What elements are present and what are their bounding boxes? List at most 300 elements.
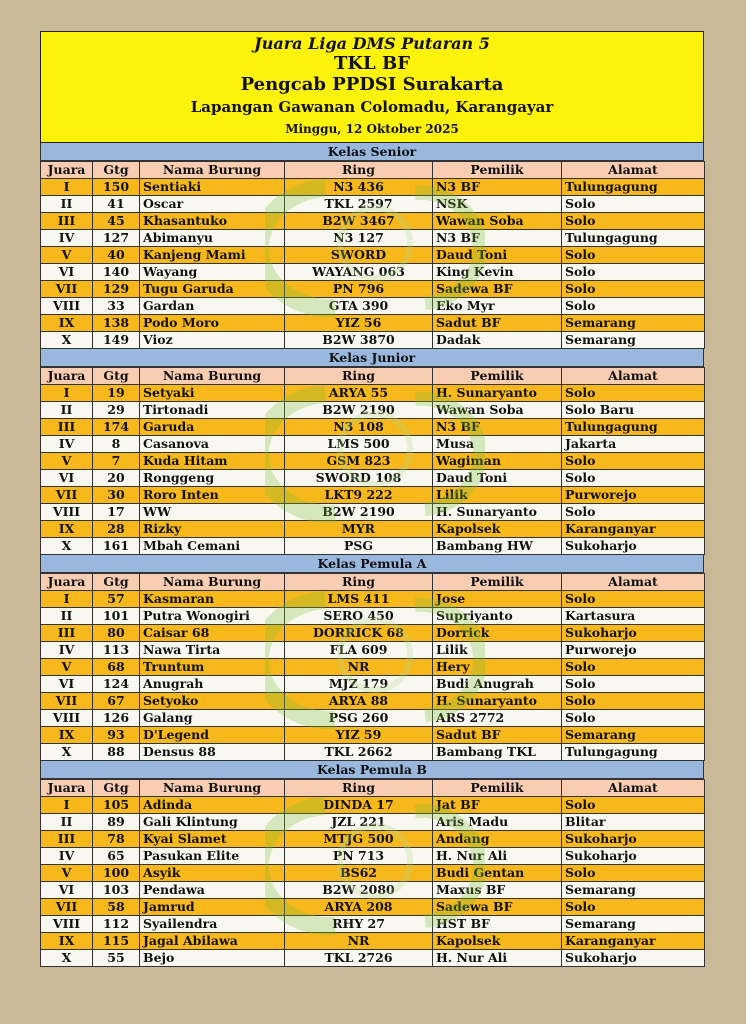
results-table <box>40 161 705 349</box>
cell-nama-burung: Syailendra <box>140 916 285 933</box>
cell-juara: I <box>41 385 93 402</box>
table-row <box>41 247 705 264</box>
cell-gtg: 174 <box>93 419 140 436</box>
column-header-alamat: Alamat <box>562 162 705 179</box>
table-row <box>41 848 705 865</box>
cell-ring: N3 127 <box>285 230 433 247</box>
cell-nama-burung: Oscar <box>140 196 285 213</box>
table-row <box>41 315 705 332</box>
cell-pemilik: Wawan Soba <box>433 213 562 230</box>
cell-gtg: 17 <box>93 504 140 521</box>
cell-pemilik: Sadewa BF <box>433 281 562 298</box>
table-row <box>41 591 705 608</box>
cell-ring: LMS 411 <box>285 591 433 608</box>
cell-pemilik: H. Nur Ali <box>433 950 562 967</box>
cell-nama-burung: Gardan <box>140 298 285 315</box>
cell-juara: VI <box>41 264 93 281</box>
cell-alamat: Tulungagung <box>562 179 705 196</box>
column-header-nama-burung: Nama Burung <box>140 162 285 179</box>
cell-pemilik: Hery <box>433 659 562 676</box>
cell-ring: ARYA 55 <box>285 385 433 402</box>
table-row <box>41 298 705 315</box>
cell-nama-burung: Setyoko <box>140 693 285 710</box>
cell-juara: VII <box>41 899 93 916</box>
column-header-pemilik: Pemilik <box>433 162 562 179</box>
column-header-alamat: Alamat <box>562 368 705 385</box>
cell-nama-burung: Jamrud <box>140 899 285 916</box>
cell-juara: VII <box>41 487 93 504</box>
table-row <box>41 179 705 196</box>
cell-alamat: Tulungagung <box>562 744 705 761</box>
venue: Lapangan Gawanan Colomadu, Karangayar <box>190 98 554 116</box>
cell-pemilik: H. Sunaryanto <box>433 385 562 402</box>
cell-nama-burung: Kyai Slamet <box>140 831 285 848</box>
cell-juara: VII <box>41 693 93 710</box>
cell-pemilik: Maxus BF <box>433 882 562 899</box>
cell-pemilik: HST BF <box>433 916 562 933</box>
cell-gtg: 93 <box>93 727 140 744</box>
cell-juara: V <box>41 453 93 470</box>
cell-alamat: Sukoharjo <box>562 950 705 967</box>
cell-gtg: 126 <box>93 710 140 727</box>
event-date: Minggu, 12 Oktober 2025 <box>285 122 459 136</box>
cell-alamat: Solo <box>562 693 705 710</box>
cell-gtg: 8 <box>93 436 140 453</box>
column-header-pemilik: Pemilik <box>433 574 562 591</box>
cell-pemilik: Sadut BF <box>433 727 562 744</box>
cell-gtg: 129 <box>93 281 140 298</box>
cell-nama-burung: Bejo <box>140 950 285 967</box>
column-header-gtg: Gtg <box>93 162 140 179</box>
cell-gtg: 138 <box>93 315 140 332</box>
cell-pemilik: Wawan Soba <box>433 402 562 419</box>
cell-juara: II <box>41 402 93 419</box>
cell-gtg: 67 <box>93 693 140 710</box>
cell-pemilik: H. Sunaryanto <box>433 693 562 710</box>
table-row <box>41 727 705 744</box>
section-kelas-pemula-b <box>40 761 704 967</box>
cell-nama-burung: Galang <box>140 710 285 727</box>
cell-alamat: Sukoharjo <box>562 538 705 555</box>
cell-ring: WAYANG 063 <box>285 264 433 281</box>
cell-juara: VI <box>41 470 93 487</box>
cell-juara: I <box>41 591 93 608</box>
cell-pemilik: Budi Anugrah <box>433 676 562 693</box>
cell-juara: III <box>41 831 93 848</box>
cell-alamat: Solo <box>562 247 705 264</box>
cell-alamat: Solo <box>562 470 705 487</box>
cell-juara: VI <box>41 882 93 899</box>
cell-ring: TKL 2726 <box>285 950 433 967</box>
results-table <box>40 573 705 761</box>
results-table <box>40 367 705 555</box>
cell-nama-burung: Densus 88 <box>140 744 285 761</box>
cell-pemilik: Daud Toni <box>433 470 562 487</box>
column-header-nama-burung: Nama Burung <box>140 574 285 591</box>
cell-juara: VIII <box>41 504 93 521</box>
table-row <box>41 710 705 727</box>
cell-gtg: 20 <box>93 470 140 487</box>
column-header-pemilik: Pemilik <box>433 368 562 385</box>
cell-alamat: Solo <box>562 710 705 727</box>
table-row <box>41 865 705 882</box>
cell-pemilik: N3 BF <box>433 419 562 436</box>
table-header-row <box>41 574 705 591</box>
column-header-ring: Ring <box>285 162 433 179</box>
cell-alamat: Sukoharjo <box>562 625 705 642</box>
table-row <box>41 916 705 933</box>
cell-ring: PSG 260 <box>285 710 433 727</box>
table-row <box>41 744 705 761</box>
cell-alamat: Solo <box>562 213 705 230</box>
cell-ring: B2W 3870 <box>285 332 433 349</box>
cell-alamat: Solo <box>562 453 705 470</box>
cell-gtg: 100 <box>93 865 140 882</box>
cell-ring: N3 436 <box>285 179 433 196</box>
cell-juara: VIII <box>41 710 93 727</box>
column-header-nama-burung: Nama Burung <box>140 368 285 385</box>
cell-pemilik: Musa <box>433 436 562 453</box>
table-row <box>41 608 705 625</box>
table-row <box>41 676 705 693</box>
cell-gtg: 19 <box>93 385 140 402</box>
cell-ring: ARYA 88 <box>285 693 433 710</box>
cell-nama-burung: Kasmaran <box>140 591 285 608</box>
cell-ring: MJZ 179 <box>285 676 433 693</box>
cell-gtg: 115 <box>93 933 140 950</box>
table-row <box>41 470 705 487</box>
cell-juara: IV <box>41 848 93 865</box>
column-header-juara: Juara <box>41 162 93 179</box>
table-row <box>41 230 705 247</box>
cell-nama-burung: Truntum <box>140 659 285 676</box>
cell-gtg: 45 <box>93 213 140 230</box>
cell-nama-burung: Khasantuko <box>140 213 285 230</box>
cell-ring: YIZ 56 <box>285 315 433 332</box>
cell-pemilik: Dorrick <box>433 625 562 642</box>
column-header-juara: Juara <box>41 368 93 385</box>
table-header-row <box>41 780 705 797</box>
cell-alamat: Solo <box>562 196 705 213</box>
cell-alamat: Semarang <box>562 916 705 933</box>
cell-nama-burung: Pendawa <box>140 882 285 899</box>
column-header-alamat: Alamat <box>562 574 705 591</box>
column-header-gtg: Gtg <box>93 574 140 591</box>
cell-pemilik: Sadewa BF <box>433 899 562 916</box>
cell-gtg: 105 <box>93 797 140 814</box>
cell-ring: MTJG 500 <box>285 831 433 848</box>
cell-ring: RHY 27 <box>285 916 433 933</box>
column-header-gtg: Gtg <box>93 368 140 385</box>
cell-nama-burung: D'Legend <box>140 727 285 744</box>
cell-gtg: 112 <box>93 916 140 933</box>
cell-gtg: 68 <box>93 659 140 676</box>
cell-nama-burung: Mbah Cemani <box>140 538 285 555</box>
cell-ring: SWORD 108 <box>285 470 433 487</box>
cell-alamat: Solo <box>562 504 705 521</box>
cell-gtg: 161 <box>93 538 140 555</box>
section-kelas-pemula-a <box>40 555 704 761</box>
cell-gtg: 89 <box>93 814 140 831</box>
cell-nama-burung: Adinda <box>140 797 285 814</box>
cell-juara: IV <box>41 230 93 247</box>
cell-juara: I <box>41 797 93 814</box>
cell-juara: X <box>41 332 93 349</box>
cell-alamat: Sukoharjo <box>562 848 705 865</box>
cell-pemilik: N3 BF <box>433 179 562 196</box>
cell-pemilik: Lilik <box>433 642 562 659</box>
table-row <box>41 659 705 676</box>
cell-nama-burung: Abimanyu <box>140 230 285 247</box>
cell-pemilik: King Kevin <box>433 264 562 281</box>
cell-ring: GTA 390 <box>285 298 433 315</box>
cell-juara: III <box>41 213 93 230</box>
cell-ring: PN 796 <box>285 281 433 298</box>
column-header-ring: Ring <box>285 574 433 591</box>
cell-ring: DINDA 17 <box>285 797 433 814</box>
cell-juara: II <box>41 814 93 831</box>
cell-juara: III <box>41 625 93 642</box>
cell-juara: I <box>41 179 93 196</box>
cell-nama-burung: Garuda <box>140 419 285 436</box>
cell-pemilik: Bambang HW <box>433 538 562 555</box>
cell-nama-burung: Ronggeng <box>140 470 285 487</box>
cell-pemilik: Kapolsek <box>433 521 562 538</box>
cell-pemilik: Eko Myr <box>433 298 562 315</box>
column-header-ring: Ring <box>285 780 433 797</box>
cell-juara: V <box>41 247 93 264</box>
cell-juara: IX <box>41 933 93 950</box>
table-row <box>41 831 705 848</box>
cell-gtg: 140 <box>93 264 140 281</box>
cell-nama-burung: Sentiaki <box>140 179 285 196</box>
cell-gtg: 65 <box>93 848 140 865</box>
cell-gtg: 57 <box>93 591 140 608</box>
cell-ring: GSM 823 <box>285 453 433 470</box>
table-header-row <box>41 368 705 385</box>
cell-pemilik: Bambang TKL <box>433 744 562 761</box>
table-header-row <box>41 162 705 179</box>
cell-juara: II <box>41 196 93 213</box>
cell-alamat: Purworejo <box>562 642 705 659</box>
cell-gtg: 149 <box>93 332 140 349</box>
cell-juara: IV <box>41 642 93 659</box>
cell-alamat: Solo <box>562 298 705 315</box>
section-title: Kelas Pemula A <box>40 555 704 573</box>
cell-alamat: Blitar <box>562 814 705 831</box>
cell-ring: B2W 3467 <box>285 213 433 230</box>
cell-nama-burung: Rizky <box>140 521 285 538</box>
cell-gtg: 55 <box>93 950 140 967</box>
cell-nama-burung: Tirtonadi <box>140 402 285 419</box>
cell-juara: IX <box>41 521 93 538</box>
section-title: Kelas Senior <box>40 143 704 161</box>
cell-pemilik: Supriyanto <box>433 608 562 625</box>
cell-pemilik: N3 BF <box>433 230 562 247</box>
cell-ring: PN 713 <box>285 848 433 865</box>
cell-ring: N3 108 <box>285 419 433 436</box>
cell-gtg: 7 <box>93 453 140 470</box>
table-row <box>41 196 705 213</box>
cell-gtg: 88 <box>93 744 140 761</box>
column-header-ring: Ring <box>285 368 433 385</box>
cell-alamat: Kartasura <box>562 608 705 625</box>
cell-alamat: Tulungagung <box>562 419 705 436</box>
cell-nama-burung: Putra Wonogiri <box>140 608 285 625</box>
table-row <box>41 950 705 967</box>
cell-nama-burung: Jagal Abilawa <box>140 933 285 950</box>
section-title: Kelas Junior <box>40 349 704 367</box>
cell-alamat: Solo Baru <box>562 402 705 419</box>
cell-ring: DORRICK 68 <box>285 625 433 642</box>
cell-nama-burung: Tugu Garuda <box>140 281 285 298</box>
cell-pemilik: Budi Gentan <box>433 865 562 882</box>
cell-ring: B2W 2190 <box>285 504 433 521</box>
cell-alamat: Semarang <box>562 332 705 349</box>
table-row <box>41 882 705 899</box>
cell-alamat: Solo <box>562 676 705 693</box>
cell-alamat: Solo <box>562 899 705 916</box>
cell-juara: X <box>41 744 93 761</box>
table-row <box>41 521 705 538</box>
cell-ring: BS62 <box>285 865 433 882</box>
cell-juara: II <box>41 608 93 625</box>
cell-ring: NR <box>285 933 433 950</box>
cell-nama-burung: Setyaki <box>140 385 285 402</box>
cell-alamat: Solo <box>562 659 705 676</box>
cell-alamat: Semarang <box>562 727 705 744</box>
cell-nama-burung: Anugrah <box>140 676 285 693</box>
cell-ring: PSG <box>285 538 433 555</box>
cell-alamat: Purworejo <box>562 487 705 504</box>
cell-gtg: 127 <box>93 230 140 247</box>
table-row <box>41 385 705 402</box>
cell-pemilik: Andang <box>433 831 562 848</box>
cell-alamat: Semarang <box>562 882 705 899</box>
column-header-alamat: Alamat <box>562 780 705 797</box>
cell-juara: VII <box>41 281 93 298</box>
cell-gtg: 113 <box>93 642 140 659</box>
table-row <box>41 281 705 298</box>
cell-gtg: 80 <box>93 625 140 642</box>
cell-ring: SWORD <box>285 247 433 264</box>
cell-nama-burung: Roro Inten <box>140 487 285 504</box>
cell-juara: V <box>41 865 93 882</box>
cell-pemilik: Lilik <box>433 487 562 504</box>
title-banner <box>40 31 704 143</box>
table-row <box>41 419 705 436</box>
cell-alamat: Jakarta <box>562 436 705 453</box>
cell-nama-burung: Casanova <box>140 436 285 453</box>
cell-alamat: Solo <box>562 385 705 402</box>
table-row <box>41 213 705 230</box>
cell-gtg: 33 <box>93 298 140 315</box>
table-row <box>41 538 705 555</box>
column-header-nama-burung: Nama Burung <box>140 780 285 797</box>
table-row <box>41 332 705 349</box>
cell-ring: LMS 500 <box>285 436 433 453</box>
cell-alamat: Solo <box>562 591 705 608</box>
cell-nama-burung: Pasukan Elite <box>140 848 285 865</box>
event-title: Juara Liga DMS Putaran 5 <box>254 34 490 53</box>
table-row <box>41 693 705 710</box>
cell-juara: VI <box>41 676 93 693</box>
cell-juara: X <box>41 950 93 967</box>
cell-gtg: 78 <box>93 831 140 848</box>
cell-ring: MYR <box>285 521 433 538</box>
cell-juara: V <box>41 659 93 676</box>
cell-pemilik: Wagiman <box>433 453 562 470</box>
cell-ring: FLA 609 <box>285 642 433 659</box>
table-row <box>41 642 705 659</box>
cell-juara: IV <box>41 436 93 453</box>
cell-gtg: 30 <box>93 487 140 504</box>
cell-nama-burung: Kuda Hitam <box>140 453 285 470</box>
cell-gtg: 101 <box>93 608 140 625</box>
table-row <box>41 436 705 453</box>
cell-pemilik: Kapolsek <box>433 933 562 950</box>
column-header-gtg: Gtg <box>93 780 140 797</box>
cell-ring: B2W 2080 <box>285 882 433 899</box>
cell-gtg: 28 <box>93 521 140 538</box>
cell-alamat: Sukoharjo <box>562 831 705 848</box>
cell-nama-burung: Nawa Tirta <box>140 642 285 659</box>
cell-nama-burung: Vioz <box>140 332 285 349</box>
table-row <box>41 625 705 642</box>
cell-nama-burung: Caisar 68 <box>140 625 285 642</box>
cell-alamat: Solo <box>562 865 705 882</box>
results-sheet <box>40 31 704 967</box>
cell-pemilik: Daud Toni <box>433 247 562 264</box>
cell-nama-burung: Wayang <box>140 264 285 281</box>
cell-alamat: Karanganyar <box>562 933 705 950</box>
cell-ring: JZL 221 <box>285 814 433 831</box>
cell-gtg: 41 <box>93 196 140 213</box>
table-row <box>41 504 705 521</box>
cell-ring: TKL 2662 <box>285 744 433 761</box>
cell-ring: SERO 450 <box>285 608 433 625</box>
table-row <box>41 402 705 419</box>
section-title: Kelas Pemula B <box>40 761 704 779</box>
cell-pemilik: Dadak <box>433 332 562 349</box>
cell-juara: III <box>41 419 93 436</box>
section-kelas-senior <box>40 143 704 349</box>
table-row <box>41 264 705 281</box>
cell-ring: B2W 2190 <box>285 402 433 419</box>
cell-alamat: Tulungagung <box>562 230 705 247</box>
table-row <box>41 899 705 916</box>
column-header-juara: Juara <box>41 574 93 591</box>
cell-ring: NR <box>285 659 433 676</box>
organizer-name: TKL BF <box>334 53 410 74</box>
table-row <box>41 933 705 950</box>
cell-gtg: 150 <box>93 179 140 196</box>
table-row <box>41 797 705 814</box>
column-header-pemilik: Pemilik <box>433 780 562 797</box>
cell-pemilik: H. Sunaryanto <box>433 504 562 521</box>
cell-juara: IX <box>41 727 93 744</box>
section-kelas-junior <box>40 349 704 555</box>
cell-alamat: Semarang <box>562 315 705 332</box>
results-sections <box>40 143 704 967</box>
cell-alamat: Karanganyar <box>562 521 705 538</box>
cell-ring: ARYA 208 <box>285 899 433 916</box>
cell-alamat: Solo <box>562 281 705 298</box>
cell-gtg: 58 <box>93 899 140 916</box>
cell-nama-burung: Gali Klintung <box>140 814 285 831</box>
table-row <box>41 814 705 831</box>
cell-gtg: 40 <box>93 247 140 264</box>
